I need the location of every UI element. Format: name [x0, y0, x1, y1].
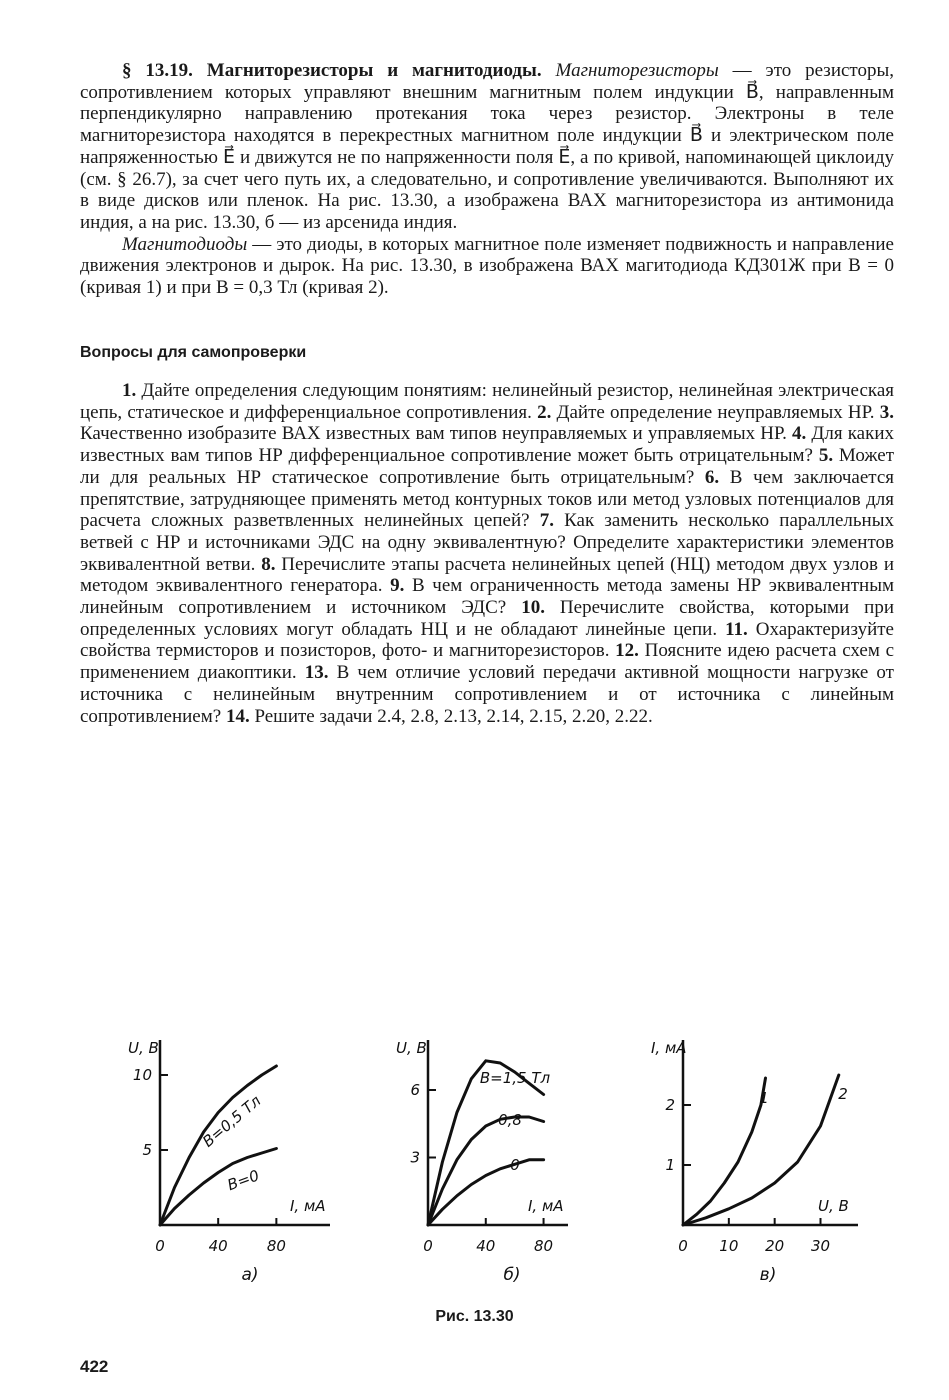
x-axis-label: U, В: [818, 1197, 849, 1215]
x-tick-label: 40: [476, 1237, 496, 1255]
question-text: Поясните идею расчета схем с применением диакоптики.: [80, 640, 895, 684]
paragraph-text: — это резисторы, сопротивлением которых управляют внешним магнитным полем индукции B⃗, направленным перпендикулярно направлению протекания тока через резистор. Электроны в теле магниторезистора находятся в перекрестных магнитном поле индукции B⃗ и электрическом поле напряженностью E⃗ и движутся не по напряженности поля E⃗, а по кривой, напоминающей циклоиду (см. § 26.7), за счет чего путь их, а следовательно, и сопротивление увеличиваются. Выполняют их в виде дисков или пленок. На рис. 13.30, а изображена ВАХ магниторезистора из антимонида индия, а на рис. 13.30, б — из арсенида индия.: [80, 60, 894, 233]
question-text: Решите задачи 2.4, 2.8, 2.13, 2.14, 2.15, 2.20, 2.22.: [249, 705, 653, 727]
question-text: Для каких известных вам типов НР дифференциальное сопротивление может быть отрицательным?: [80, 423, 894, 467]
questions-block: [80, 380, 894, 727]
question-number: 7.: [539, 510, 554, 532]
x-tick-label: 0: [678, 1237, 688, 1255]
series-curve: [160, 1066, 276, 1225]
question-text: Перечислите свойства, которыми при определенных условиях могут обладать НЦ и не обладают линейные цепи.: [80, 597, 894, 640]
series-label: B=0: [224, 1166, 262, 1195]
question-number: 11.: [725, 618, 748, 640]
series-label: 1: [759, 1089, 769, 1107]
paragraph-magnetoresistors: [80, 60, 894, 234]
x-tick-label: 80: [534, 1237, 554, 1255]
question-text: В чем отличие условий передачи активной мощности нагрузке от источника с нелинейным внутренним сопротивлением и от источника с линейным сопротивлением?: [80, 662, 894, 727]
question-number: 3.: [879, 401, 894, 423]
y-tick-label: 1: [665, 1156, 675, 1174]
panel-label: а): [241, 1265, 259, 1285]
question-number: 4.: [792, 423, 807, 445]
page-number: 422: [80, 1357, 109, 1376]
question-text: Дайте определения следующим понятиям: нелинейный резистор, нелинейная электрическая цепь, статическое и дифференциальное сопротивления.: [80, 380, 894, 423]
term-magnetoresistors: Магниторезисторы: [555, 60, 719, 81]
question-number: 12.: [615, 640, 639, 662]
panel-label: б): [503, 1265, 521, 1285]
question-number: 6.: [704, 466, 720, 488]
x-tick-label: 80: [266, 1237, 286, 1255]
series-label: 0: [510, 1156, 520, 1174]
question-text: Как заменить несколько параллельных ветвей с НР и источниками ЭДС на одну эквивалентную? Определите характеристики элементов эквивалентной ветви.: [80, 510, 894, 575]
y-tick-label: 3: [410, 1148, 420, 1167]
paragraph-text: — это диоды, в которых магнитное поле изменяет подвижность и направление движения электронов и дырок. На рис. 13.30, в изображена ВАХ магитодиода КД301Ж при B = 0 (кривая 1) и при B = 0,3 Тл (кривая 2).: [80, 233, 894, 299]
questions-heading-block: [80, 344, 894, 362]
question-text: Охарактеризуйте свойства термисторов и позисторов, фото- и магниторезисторов.: [80, 618, 894, 662]
questions-paragraph: [80, 380, 894, 727]
series-curve: [160, 1149, 276, 1226]
question-number: 13.: [304, 662, 329, 684]
question-text: Дайте определение неуправляемых НР.: [551, 401, 880, 423]
x-axis-label: I, мА: [528, 1197, 564, 1215]
figure-svg: [110, 1035, 870, 1335]
y-tick-label: 5: [142, 1141, 152, 1159]
question-number: 8.: [261, 553, 276, 575]
paragraph-magnetodiodes: [80, 234, 894, 299]
section-13-19: [80, 60, 894, 299]
question-text: В чем ограниченность метода замены НР эквивалентным линейным сопротивлением и источником ЭДС?: [80, 575, 894, 619]
question-number: 9.: [390, 575, 405, 597]
y-tick-label: 10: [132, 1066, 152, 1084]
y-axis-label: I, мА: [651, 1039, 687, 1057]
question-text: В чем заключается препятствие, затрудняющее применять метод контурных токов или метод узловых потенциалов для расчета сложных разветвленных нелинейных цепей?: [80, 466, 895, 532]
question-number: 1.: [122, 380, 137, 401]
y-axis-label: U, В: [396, 1039, 427, 1057]
x-tick-label: 40: [208, 1237, 228, 1255]
question-text: Качественно изобразите ВАХ известных вам типов неуправляемых и управляемых НР.: [80, 423, 793, 445]
series-curve: [683, 1078, 766, 1225]
series-label: B=0,5 Тл: [199, 1091, 265, 1151]
x-tick-label: 10: [719, 1237, 739, 1255]
section-number: § 13.19.: [122, 60, 193, 81]
figure-13-30: [110, 1035, 870, 1335]
panel-label: в): [759, 1265, 777, 1285]
x-tick-label: 30: [810, 1237, 831, 1255]
series-label: 0,8: [498, 1111, 522, 1129]
question-number: 14.: [225, 705, 250, 727]
section-title: Магниторезисторы и магнитодиоды.: [206, 60, 542, 81]
question-number: 5.: [818, 445, 834, 467]
question-text: Может ли для реальных НР статическое сопротивление быть отрицательным?: [80, 445, 894, 488]
question-text: Перечислите этапы расчета нелинейных цепей (НЦ) методом двух узлов и методом эквивалентного генератора.: [80, 553, 894, 597]
series-curve: [428, 1117, 544, 1225]
x-tick-label: 0: [155, 1237, 165, 1255]
y-axis-label: U, В: [128, 1039, 159, 1057]
y-tick-label: 2: [665, 1096, 675, 1114]
questions-heading: Вопросы для самопроверки: [80, 344, 307, 361]
series-curve: [428, 1160, 544, 1225]
question-number: 10.: [521, 597, 545, 619]
x-tick-label: 20: [765, 1237, 785, 1255]
figure-caption: Рис. 13.30: [435, 1308, 514, 1325]
term-magnetodiodes: Магнитодиоды: [122, 233, 248, 255]
x-tick-label: 0: [423, 1237, 433, 1255]
series-label: 2: [838, 1085, 848, 1103]
x-axis-label: I, мА: [290, 1197, 326, 1215]
y-tick-label: 6: [410, 1081, 420, 1099]
series-label: B=1,5 Тл: [479, 1069, 551, 1087]
question-number: 2.: [537, 401, 552, 423]
